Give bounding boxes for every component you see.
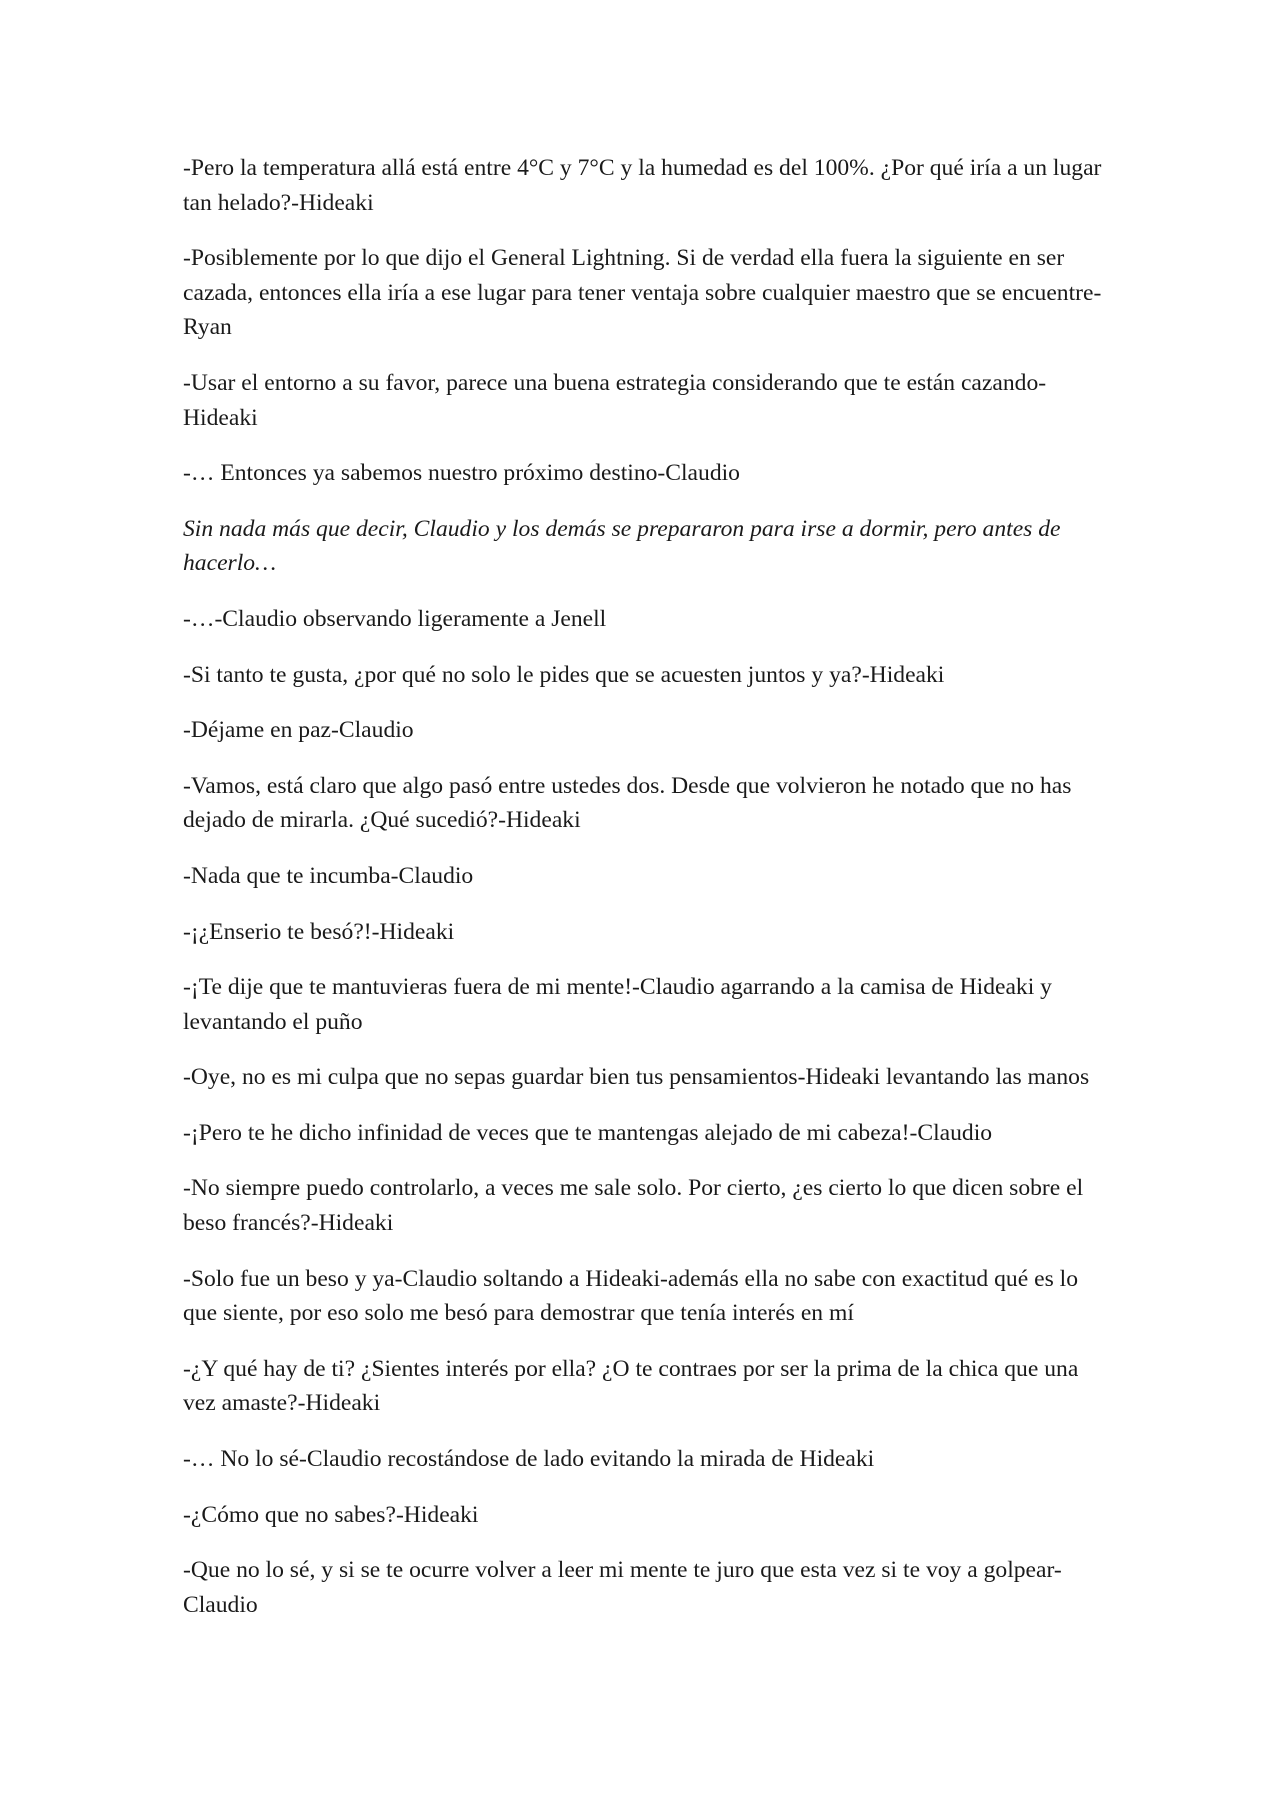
paragraph: -¡¿Enserio te besó?!-Hideaki: [183, 918, 455, 945]
paragraph: -… Entonces ya sabemos nuestro próximo destino-Claudio: [183, 460, 740, 487]
narration-paragraph: Sin nada más que decir, Claudio y los demás se prepararon para irse a dormir, pero antes de hacerlo…: [183, 515, 1061, 577]
paragraph: -No siempre puedo controlarlo, a veces me sale solo. Por cierto, ¿es cierto lo que dicen sobre el beso francés?-Hideaki: [183, 1175, 1084, 1237]
paragraph: -¿Y qué hay de ti? ¿Sientes interés por ella? ¿O te contraes por ser la prima de la chica que una vez amaste?-Hideaki: [183, 1355, 1079, 1417]
paragraph: -Nada que te incumba-Claudio: [183, 862, 474, 889]
paragraph: -… No lo sé-Claudio recostándose de lado evitando la mirada de Hideaki: [183, 1446, 875, 1473]
paragraph: -Déjame en paz-Claudio: [183, 717, 414, 744]
document-page: [183, 151, 1105, 1643]
paragraph: -Que no lo sé, y si se te ocurre volver a leer mi mente te juro que esta vez si te voy a golpear-Claudio: [183, 1557, 1062, 1618]
paragraph: -Pero la temperatura allá está entre 4°C y 7°C y la humedad es del 100%. ¿Por qué iría a un lugar tan helado?-Hideaki: [183, 155, 1102, 216]
paragraph: -¿Cómo que no sabes?-Hideaki: [183, 1501, 479, 1528]
paragraph: -Posiblemente por lo que dijo el General Lightning. Si de verdad ella fuera la siguiente en ser cazada, entonces ella iría a ese lugar para tener ventaja sobre cualquier maestro que se encuentre-Ryan: [183, 245, 1102, 341]
paragraph: -¡Te dije que te mantuvieras fuera de mi mente!-Claudio agarrando a la camisa de Hideaki y levantando el puño: [183, 974, 1052, 1035]
paragraph: -Oye, no es mi culpa que no sepas guardar bien tus pensamientos-Hideaki levantando las manos: [183, 1064, 1090, 1091]
paragraph: -…-Claudio observando ligeramente a Jenell: [183, 605, 607, 632]
paragraph: -Solo fue un beso y ya-Claudio soltando a Hideaki-además ella no sabe con exactitud qué es lo que siente, por eso solo me besó para demostrar que tenía interés en mí: [183, 1265, 1078, 1327]
paragraph: -Si tanto te gusta, ¿por qué no solo le pides que se acuesten juntos y ya?-Hideaki: [183, 661, 945, 688]
paragraph: -¡Pero te he dicho infinidad de veces que te mantengas alejado de mi cabeza!-Claudio: [183, 1119, 993, 1146]
paragraph: -Usar el entorno a su favor, parece una buena estrategia considerando que te están cazando-Hideaki: [183, 369, 1047, 431]
paragraph: -Vamos, está claro que algo pasó entre ustedes dos. Desde que volvieron he notado que no has dejado de mirarla. ¿Qué sucedió?-Hideaki: [183, 772, 1072, 834]
